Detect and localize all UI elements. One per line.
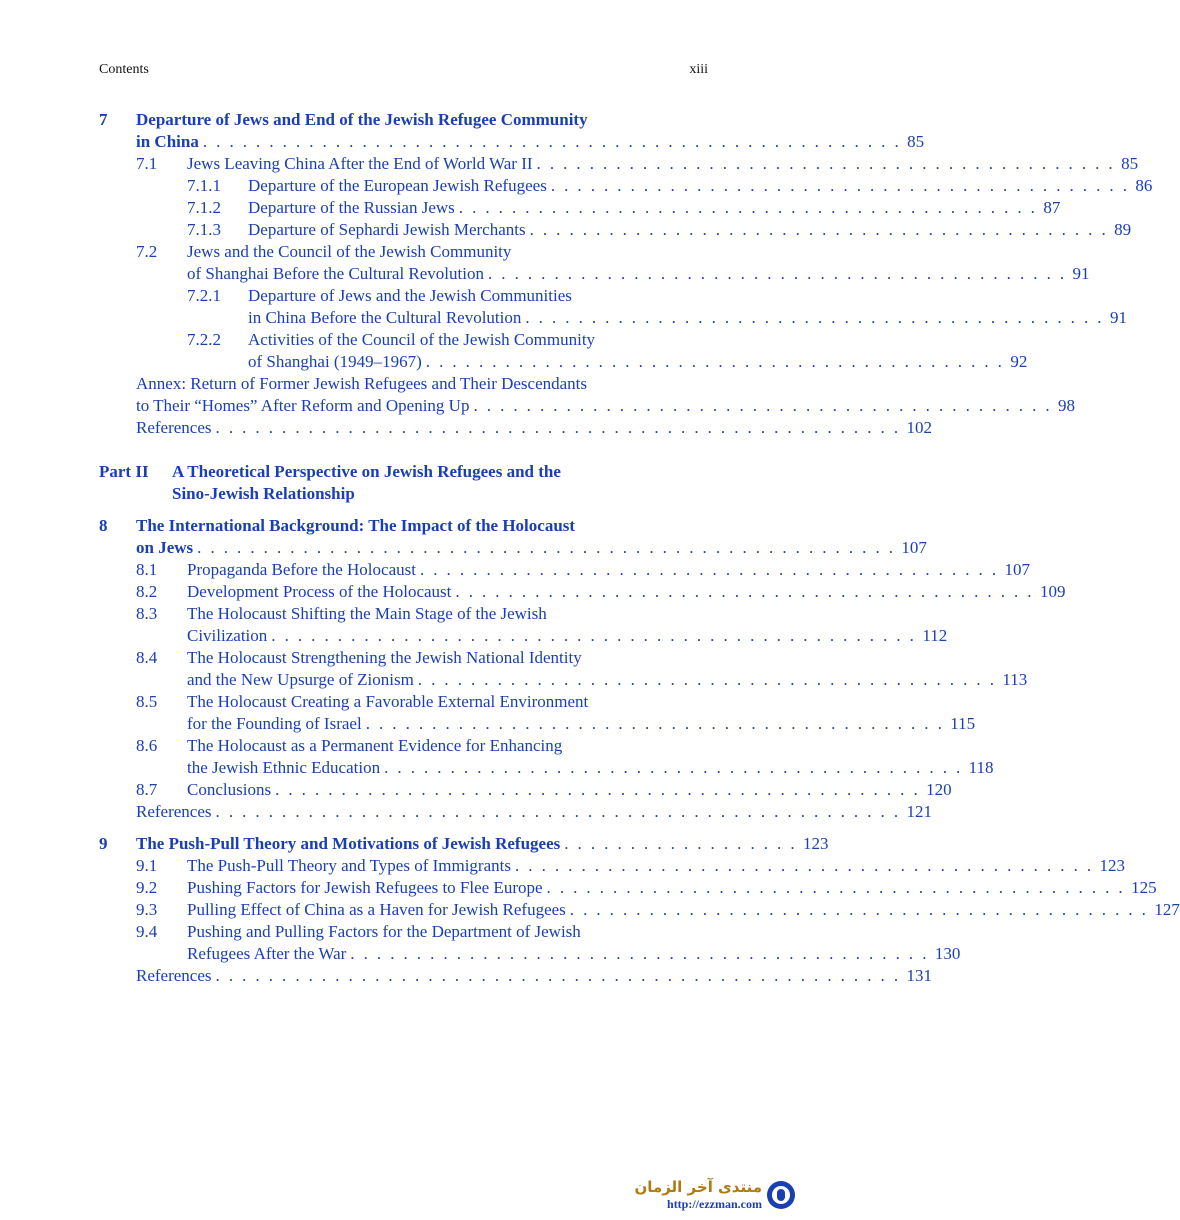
- page-ref: 89: [1114, 220, 1132, 239]
- references-title: References: [136, 802, 212, 821]
- annex-title-cont: to Their “Homes” After Reform and Opening Up: [136, 396, 470, 415]
- section-number: 7.1.2: [187, 198, 221, 217]
- section-title: Jews and the Council of the Jewish Community: [187, 242, 512, 261]
- leader-dots: . . . . . . . . . . . . . . . . . . . . . . . . . . . . . . . . . . . . . . . . . . . . . . . . . . . .: [215, 802, 901, 821]
- toc-part-2-cont[interactable]: [99, 483, 708, 505]
- leader-dots: . . . . . . . . . . . . . . . . . . . . . . . . . . . . . . . . . . . . . . . . . . . .: [455, 582, 1034, 601]
- section-title: Propaganda Before the Holocaust: [187, 560, 416, 579]
- toc-annex[interactable]: [99, 373, 708, 395]
- page-ref: 123: [1099, 856, 1126, 875]
- toc-references-8[interactable]: [99, 801, 932, 823]
- leader-dots: . . . . . . . . . . . . . . . . . . . . . . . . . . . . . . . . . . . . . . . . . . . .: [365, 714, 945, 733]
- leader-dots: . . . . . . . . . . . . . . . . . . . . . . . . . . . . . . . . . . . . . . . . . . . .: [569, 900, 1149, 919]
- leader-dots: . . . . . . . . . . . . . . . . . . . . . . . . . . . . . . . . . . . . . . . . . . . .: [425, 352, 1005, 371]
- leader-dots: . . . . . . . . . . . . . . . . . . . . . . . . . . . . . . . . . . . . . . . . . . . .: [536, 154, 1116, 173]
- page-ref: 113: [1002, 670, 1028, 689]
- section-title: Pulling Effect of China as a Haven for Jewish Refugees: [187, 900, 566, 919]
- toc-references-7[interactable]: [99, 417, 932, 439]
- section-title: Departure of the European Jewish Refugees: [248, 176, 547, 195]
- page-ref: 107: [1004, 560, 1031, 579]
- page-ref: 121: [906, 802, 932, 821]
- chapter-title-cont: on Jews: [136, 538, 194, 557]
- leader-dots: . . . . . . . . . . . . . . . . . . . . . . . . . . . . . . . . . . . . . . . . . . . . . . . . . . . . .: [197, 538, 896, 557]
- section-number: 8.2: [136, 582, 158, 601]
- leader-dots: . . . . . . . . . . . . . . . . . . . . . . . . . . . . . . . . . . . . . . . . . . . .: [525, 308, 1104, 327]
- section-title-cont: the Jewish Ethnic Education: [187, 758, 381, 777]
- section-title: The Holocaust as a Permanent Evidence for Enhancing: [187, 736, 563, 755]
- toc-section-7-2[interactable]: [99, 241, 708, 263]
- section-title-cont: and the New Upsurge of Zionism: [187, 670, 414, 689]
- chapter-title: The International Background: The Impact of the Holocaust: [136, 516, 576, 535]
- toc-section-7-1[interactable]: [99, 153, 1139, 175]
- leader-dots: . . . . . . . . . . . . . . . . . . . . . . . . . . . . . . . . . . . . . . . . . . . .: [350, 944, 929, 963]
- page-ref: 125: [1131, 878, 1157, 897]
- page-ref: 86: [1135, 176, 1153, 195]
- table-of-contents: [99, 109, 1180, 987]
- toc-section-9-4-cont[interactable]: [99, 943, 961, 965]
- toc-chapter-8[interactable]: [99, 515, 708, 537]
- section-title-cont: Civilization: [187, 626, 268, 645]
- page-ref: 131: [906, 966, 932, 985]
- page-ref: 107: [901, 538, 927, 557]
- toc-section-8-1[interactable]: [99, 559, 1031, 581]
- leader-dots: . . . . . . . . . . . . . . . . . . . . . . . . . . . . . . . . . . . . . . . . . . . . . . . . . . . . .: [202, 132, 902, 151]
- toc-section-7-2-1-cont[interactable]: [99, 307, 1127, 329]
- page-ref: 98: [1058, 396, 1076, 415]
- chapter-number: 9: [99, 834, 108, 853]
- section-title: Development Process of the Holocaust: [187, 582, 452, 601]
- page-ref: 130: [934, 944, 961, 963]
- page-ref: 118: [968, 758, 994, 777]
- toc-section-7-2-cont[interactable]: [99, 263, 1090, 285]
- leader-dots: . . . . . . . . . . . . . . . . . . . . . . . . . . . . . . . . . . . . . . . . . . . .: [419, 560, 999, 579]
- section-number: 8.1: [136, 560, 158, 579]
- section-number: 7.1.3: [187, 220, 221, 239]
- section-number: 7.2.2: [187, 330, 221, 349]
- toc-section-8-4[interactable]: [99, 647, 708, 669]
- toc-section-8-5[interactable]: [99, 691, 708, 713]
- toc-section-8-6[interactable]: [99, 735, 708, 757]
- running-head: [99, 62, 708, 78]
- references-title: References: [136, 966, 212, 985]
- section-title: Pushing Factors for Jewish Refugees to Flee Europe: [187, 878, 543, 897]
- section-number: 9.2: [136, 878, 158, 897]
- section-number: 9.4: [136, 922, 158, 941]
- toc-chapter-8-cont[interactable]: [99, 537, 927, 559]
- page-ref: 91: [1109, 308, 1127, 327]
- leader-dots: . . . . . . . . . . . . . . . . . . . . . . . . . . . . . . . . . . . . . . . . . . . . . . . . .: [275, 780, 921, 799]
- page-ref: 120: [926, 780, 952, 799]
- annex-title: Annex: Return of Former Jewish Refugees and Their Descendants: [136, 374, 588, 393]
- section-title: Pushing and Pulling Factors for the Department of Jewish: [187, 922, 581, 941]
- page-ref: 102: [906, 418, 932, 437]
- running-head-left: Contents: [99, 62, 149, 77]
- toc-section-9-1[interactable]: [99, 855, 1126, 877]
- section-title: Jews Leaving China After the End of World War II: [187, 154, 533, 173]
- section-title-cont: Refugees After the War: [187, 944, 347, 963]
- toc-section-7-1-2[interactable]: [99, 197, 1061, 219]
- toc-chapter-7-cont[interactable]: [99, 131, 925, 153]
- leader-dots: . . . . . . . . . . . . . . . . . . . . . . . . . . . . . . . . . . . . . . . . . . . .: [514, 856, 1094, 875]
- page-ref: 91: [1072, 264, 1090, 283]
- part-label: Part II: [99, 462, 149, 481]
- page-ref: 109: [1039, 582, 1066, 601]
- toc-section-8-6-cont[interactable]: [99, 757, 994, 779]
- leader-dots: . . . . . . . . . . . . . . . . . . . . . . . . . . . . . . . . . . . . . . . . . . . .: [487, 264, 1067, 283]
- section-number: 7.1.1: [187, 176, 221, 195]
- toc-chapter-7[interactable]: [99, 109, 708, 131]
- toc-section-8-3[interactable]: [99, 603, 708, 625]
- watermark-url[interactable]: http://ezzman.com: [667, 1197, 762, 1211]
- chapter-title: Departure of Jews and End of the Jewish Refugee Community: [136, 110, 588, 129]
- section-number: 8.7: [136, 780, 158, 799]
- section-number: 7.1: [136, 154, 158, 173]
- leader-dots: . . . . . . . . . . . . . . . . . . . . . . . . . . . . . . . . . . . . . . . . . . . . . . . . . . . .: [215, 966, 901, 985]
- toc-annex-cont[interactable]: [99, 395, 1076, 417]
- section-title: The Holocaust Creating a Favorable External Environment: [187, 692, 589, 711]
- section-title: Conclusions: [187, 780, 272, 799]
- chapter-number: 7: [99, 110, 108, 129]
- watermark-text: منتدى آخر الزمان: [634, 1178, 762, 1196]
- chapter-title-cont: in China: [136, 132, 199, 151]
- toc-references-9[interactable]: [99, 965, 932, 987]
- leader-dots: . . . . . . . . . . . . . . . . . . . . . . . . . . . . . . . . . . . . . . . . . . . .: [458, 198, 1038, 217]
- toc-section-8-2[interactable]: [99, 581, 1066, 603]
- chapter-title: The Push-Pull Theory and Motivations of Jewish Refugees: [136, 834, 561, 853]
- section-number: 9.3: [136, 900, 158, 919]
- page-ref: 112: [922, 626, 948, 645]
- references-title: References: [136, 418, 212, 437]
- section-title: The Holocaust Shifting the Main Stage of the Jewish: [187, 604, 547, 623]
- section-title: The Push-Pull Theory and Types of Immigrants: [187, 856, 511, 875]
- toc-section-8-7[interactable]: [99, 779, 952, 801]
- toc-section-7-1-1[interactable]: [99, 175, 1153, 197]
- toc-section-7-2-2[interactable]: [99, 329, 708, 351]
- leader-dots: . . . . . . . . . . . . . . . . . . . . . . . . . . . . . . . . . . . . . . . . . . . . . . . . .: [271, 626, 917, 645]
- section-number: 9.1: [136, 856, 158, 875]
- page-ref: 123: [803, 834, 829, 853]
- section-title: Departure of the Russian Jews: [248, 198, 455, 217]
- leader-dots: . . . . . . . . . . . . . . . . . . . . . . . . . . . . . . . . . . . . . . . . . . . .: [384, 758, 963, 777]
- toc-section-8-4-cont[interactable]: [99, 669, 1028, 691]
- toc-section-9-2[interactable]: [99, 877, 1157, 899]
- toc-part-2[interactable]: [99, 461, 708, 483]
- part-title-cont: Sino-Jewish Relationship: [172, 484, 355, 503]
- leader-dots: . . . . . . . . . . . . . . . . . . . . . . . . . . . . . . . . . . . . . . . . . . . .: [473, 396, 1053, 415]
- section-number: 8.4: [136, 648, 158, 667]
- section-number: 8.6: [136, 736, 158, 755]
- section-title-cont: of Shanghai (1949–1967): [248, 352, 422, 371]
- section-title: The Holocaust Strengthening the Jewish National Identity: [187, 648, 582, 667]
- leader-dots: . . . . . . . . . . . . . . . . . . . . . . . . . . . . . . . . . . . . . . . . . . . .: [417, 670, 997, 689]
- leader-dots: . . . . . . . . . . . . . . . . . .: [564, 834, 797, 853]
- section-number: 8.5: [136, 692, 158, 711]
- section-title: Departure of Sephardi Jewish Merchants: [248, 220, 526, 239]
- section-number: 7.2.1: [187, 286, 221, 305]
- section-title: Activities of the Council of the Jewish Community: [248, 330, 596, 349]
- toc-chapter-9[interactable]: [99, 833, 829, 855]
- section-title-cont: in China Before the Cultural Revolution: [248, 308, 522, 327]
- toc-section-9-3[interactable]: [99, 899, 1180, 921]
- leader-dots: . . . . . . . . . . . . . . . . . . . . . . . . . . . . . . . . . . . . . . . . . . . . . . . . . . . .: [215, 418, 901, 437]
- toc-section-8-3-cont[interactable]: [99, 625, 948, 647]
- toc-section-7-1-3[interactable]: [99, 219, 1132, 241]
- page-ref: 85: [907, 132, 925, 151]
- page-ref: 127: [1154, 900, 1180, 919]
- watermark-logo-icon: [766, 1180, 796, 1210]
- section-title-cont: of Shanghai Before the Cultural Revolution: [187, 264, 484, 283]
- section-number: 8.3: [136, 604, 158, 623]
- part-title: A Theoretical Perspective on Jewish Refugees and the: [172, 462, 561, 481]
- section-title-cont: for the Founding of Israel: [187, 714, 362, 733]
- page-ref: 115: [950, 714, 976, 733]
- toc-section-8-5-cont[interactable]: [99, 713, 976, 735]
- page-number: xiii: [689, 62, 708, 77]
- toc-section-7-2-2-cont[interactable]: [99, 351, 1028, 373]
- section-number: 7.2: [136, 242, 158, 261]
- leader-dots: . . . . . . . . . . . . . . . . . . . . . . . . . . . . . . . . . . . . . . . . . . . .: [529, 220, 1109, 239]
- page-ref: 85: [1121, 154, 1139, 173]
- page-ref: 92: [1010, 352, 1028, 371]
- toc-section-7-2-1[interactable]: [99, 285, 708, 307]
- page-ref: 87: [1043, 198, 1061, 217]
- chapter-number: 8: [99, 516, 108, 535]
- leader-dots: . . . . . . . . . . . . . . . . . . . . . . . . . . . . . . . . . . . . . . . . . . . .: [550, 176, 1130, 195]
- leader-dots: . . . . . . . . . . . . . . . . . . . . . . . . . . . . . . . . . . . . . . . . . . . .: [546, 878, 1126, 897]
- toc-section-9-4[interactable]: [99, 921, 708, 943]
- section-title: Departure of Jews and the Jewish Communities: [248, 286, 572, 305]
